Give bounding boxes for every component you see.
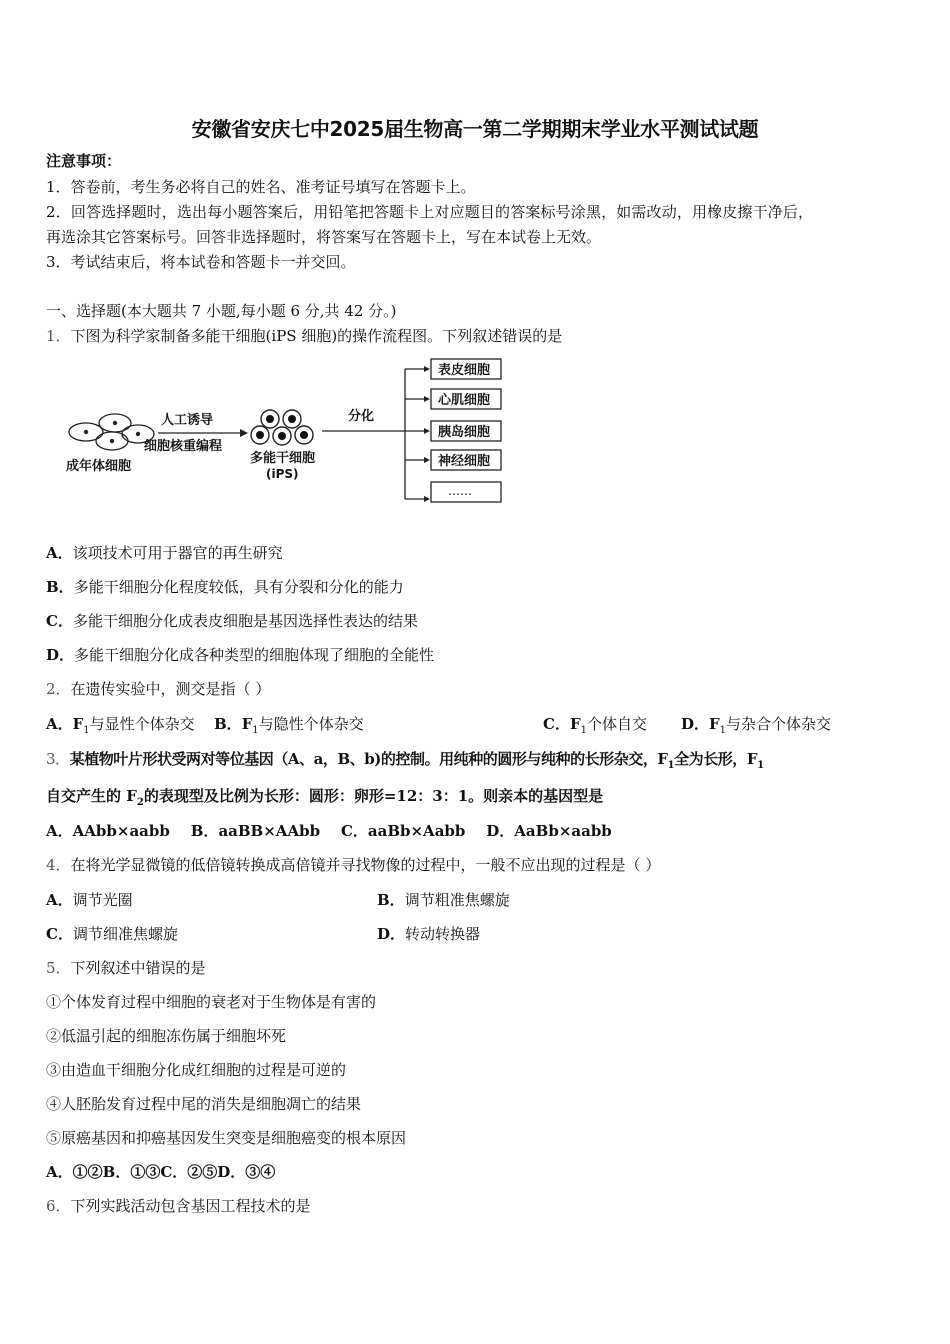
islet-cell-label: 胰岛细胞: [438, 425, 491, 440]
question-4: [46, 855, 660, 875]
option-symbol: F: [241, 715, 253, 733]
adult-cell-label: 成年体细胞: [66, 459, 132, 474]
notice-item-1: 1．答卷前，考生务必将自己的姓名、准考证号填写在答题卡上。: [46, 178, 476, 196]
question-stem-cont: 全为长形，F: [674, 750, 758, 768]
option-label: A．: [46, 891, 73, 909]
option-text: 转动转换器: [405, 925, 481, 943]
option-label: C．: [46, 612, 73, 630]
q3-options[interactable]: A．AAbb×aabb B．aaBB×AAbb C．aaBb×Aabb D．AaBb×aabb: [46, 822, 612, 840]
question-number: 2．: [46, 680, 71, 698]
induction-label: 人工诱导: [161, 413, 214, 428]
reprogramming-label: 细胞核重编程: [144, 439, 223, 454]
option-text: 调节光圈: [72, 891, 133, 909]
question-2: [46, 679, 270, 699]
option-text: 多能干细胞分化成表皮细胞是基因选择性表达的结果: [72, 612, 418, 630]
differentiation-label: 分化: [348, 409, 375, 424]
q1-option-a[interactable]: [46, 543, 283, 563]
q5-statement-5: ⑤原癌基因和抑癌基因发生突变是细胞癌变的根本原因: [46, 1129, 407, 1147]
subscript: 1: [757, 760, 764, 771]
option-symbol: F: [709, 715, 720, 733]
q4-option-d[interactable]: [377, 924, 480, 944]
question-number: 5．: [46, 959, 71, 977]
more-cells-label: ……: [448, 484, 472, 498]
q1-option-b[interactable]: [46, 577, 404, 597]
notice-heading: 注意事项：: [46, 152, 122, 170]
ips-label: 多能干细胞: [250, 451, 316, 466]
section-heading: 一、选择题(本大题共 7 小题,每小题 6 分,共 42 分。): [46, 302, 397, 320]
option-label: A．: [46, 715, 73, 733]
q5-statement-3: ③由造血干细胞分化成红细胞的过程是可逆的: [46, 1061, 347, 1079]
option-label: D．: [681, 715, 710, 733]
option-text: 该项技术可用于器官的再生研究: [72, 544, 283, 562]
option-label: C．: [543, 715, 570, 733]
option-label: D．: [377, 925, 406, 943]
q2-option-c[interactable]: [543, 714, 647, 741]
option-text: 与显性个体杂交: [89, 715, 195, 733]
option-subscript: 1: [580, 725, 587, 736]
q5-statement-1: ①个体发育过程中细胞的衰老对于生物体是有害的: [46, 993, 377, 1011]
q2-option-a[interactable]: [46, 714, 195, 741]
question-stem: 在将光学显微镜的低倍镜转换成高倍镜并寻找物像的过程中，一般不应出现的过程是（ ）: [70, 856, 661, 874]
option-symbol: F: [72, 715, 84, 733]
q5-statement-2: ②低温引起的细胞冻伤属于细胞坏死: [46, 1027, 287, 1045]
nerve-cell-label: 神经细胞: [438, 454, 491, 469]
option-label: C．: [46, 925, 73, 943]
subscript: 2: [136, 797, 144, 808]
option-label: B．: [46, 578, 74, 596]
option-subscript: 1: [719, 725, 727, 736]
q1-option-d[interactable]: [46, 645, 434, 665]
question-number: 3．: [46, 750, 70, 768]
option-text: 多能干细胞分化程度较低，具有分裂和分化的能力: [73, 578, 404, 596]
option-subscript: 1: [83, 725, 90, 736]
option-label: B．: [377, 891, 405, 909]
question-3-cont: [46, 786, 603, 813]
q1-option-c[interactable]: [46, 611, 418, 631]
option-text: 与隐性个体杂交: [258, 715, 364, 733]
notice-item-2-cont: 再选涂其它答案标号。回答非选择题时，将答案写在答题卡上，写在本试卷上无效。: [46, 228, 602, 246]
option-subscript: 1: [252, 725, 259, 736]
notice-item-2: 2．回答选择题时，选出每小题答案后，用铅笔把答题卡上对应题目的答案标号涂黑，如需改动，用橡皮擦干净后，: [46, 203, 814, 221]
option-text: 个体自交: [586, 715, 647, 733]
option-text: 多能干细胞分化成各种类型的细胞体现了细胞的全能性: [74, 646, 435, 664]
question-6: [46, 1196, 311, 1216]
q5-options[interactable]: A．①②B．①③C．②⑤D．③④: [46, 1163, 276, 1181]
question-stem: 在遗传实验中，测交是指（ ）: [70, 680, 271, 698]
q2-option-d[interactable]: [681, 714, 831, 741]
option-label: D．: [46, 646, 75, 664]
adult-cells-icon: [69, 414, 154, 450]
q4-option-a[interactable]: [46, 890, 133, 910]
option-label: A．: [46, 544, 73, 562]
ips-abbr-label: (iPS): [266, 467, 299, 481]
q4-option-c[interactable]: [46, 924, 178, 944]
option-text: 与杂合个体杂交: [726, 715, 832, 733]
option-symbol: F: [569, 715, 581, 733]
question-5: [46, 958, 206, 978]
ips-flow-diagram: [60, 352, 520, 512]
q2-option-b[interactable]: [214, 714, 364, 741]
question-3: [46, 749, 764, 776]
cardiac-cell-label: 心肌细胞: [438, 393, 491, 408]
question-stem: 下图为科学家制备多能干细胞(iPS 细胞)的操作流程图。下列叙述错误的是: [70, 327, 563, 345]
page-title: 安徽省安庆七中2025届生物高一第二学期期末学业水平测试试题: [191, 117, 759, 141]
q5-statement-4: ④人胚胎发育过程中尾的消失是细胞凋亡的结果: [46, 1095, 362, 1113]
option-text: 调节细准焦螺旋: [72, 925, 178, 943]
question-stem: 某植物叶片形状受两对等位基因（A、a，B、b)的控制。用纯种的圆形与纯种的长形杂交，F: [69, 750, 668, 768]
question-number: 1．: [46, 327, 71, 345]
notice-item-3: 3．考试结束后，将本试卷和答题卡一并交回。: [46, 253, 356, 271]
question-stem: 下列叙述中错误的是: [70, 959, 206, 977]
option-text: 调节粗准焦螺旋: [404, 891, 510, 909]
question-stem: 下列实践活动包含基因工程技术的是: [70, 1197, 311, 1215]
question-number: 6．: [46, 1197, 71, 1215]
question-stem-cont: 的表现型及比例为长形：圆形：卵形=12：3：1。则亲本的基因型是: [143, 787, 604, 805]
epidermal-cell-label: 表皮细胞: [438, 363, 491, 378]
question-stem-cont: 自交产生的 F: [46, 787, 137, 805]
subscript: 1: [667, 760, 675, 771]
option-label: B．: [214, 715, 242, 733]
question-1: [46, 326, 562, 346]
q4-option-b[interactable]: [377, 890, 510, 910]
question-number: 4．: [46, 856, 71, 874]
